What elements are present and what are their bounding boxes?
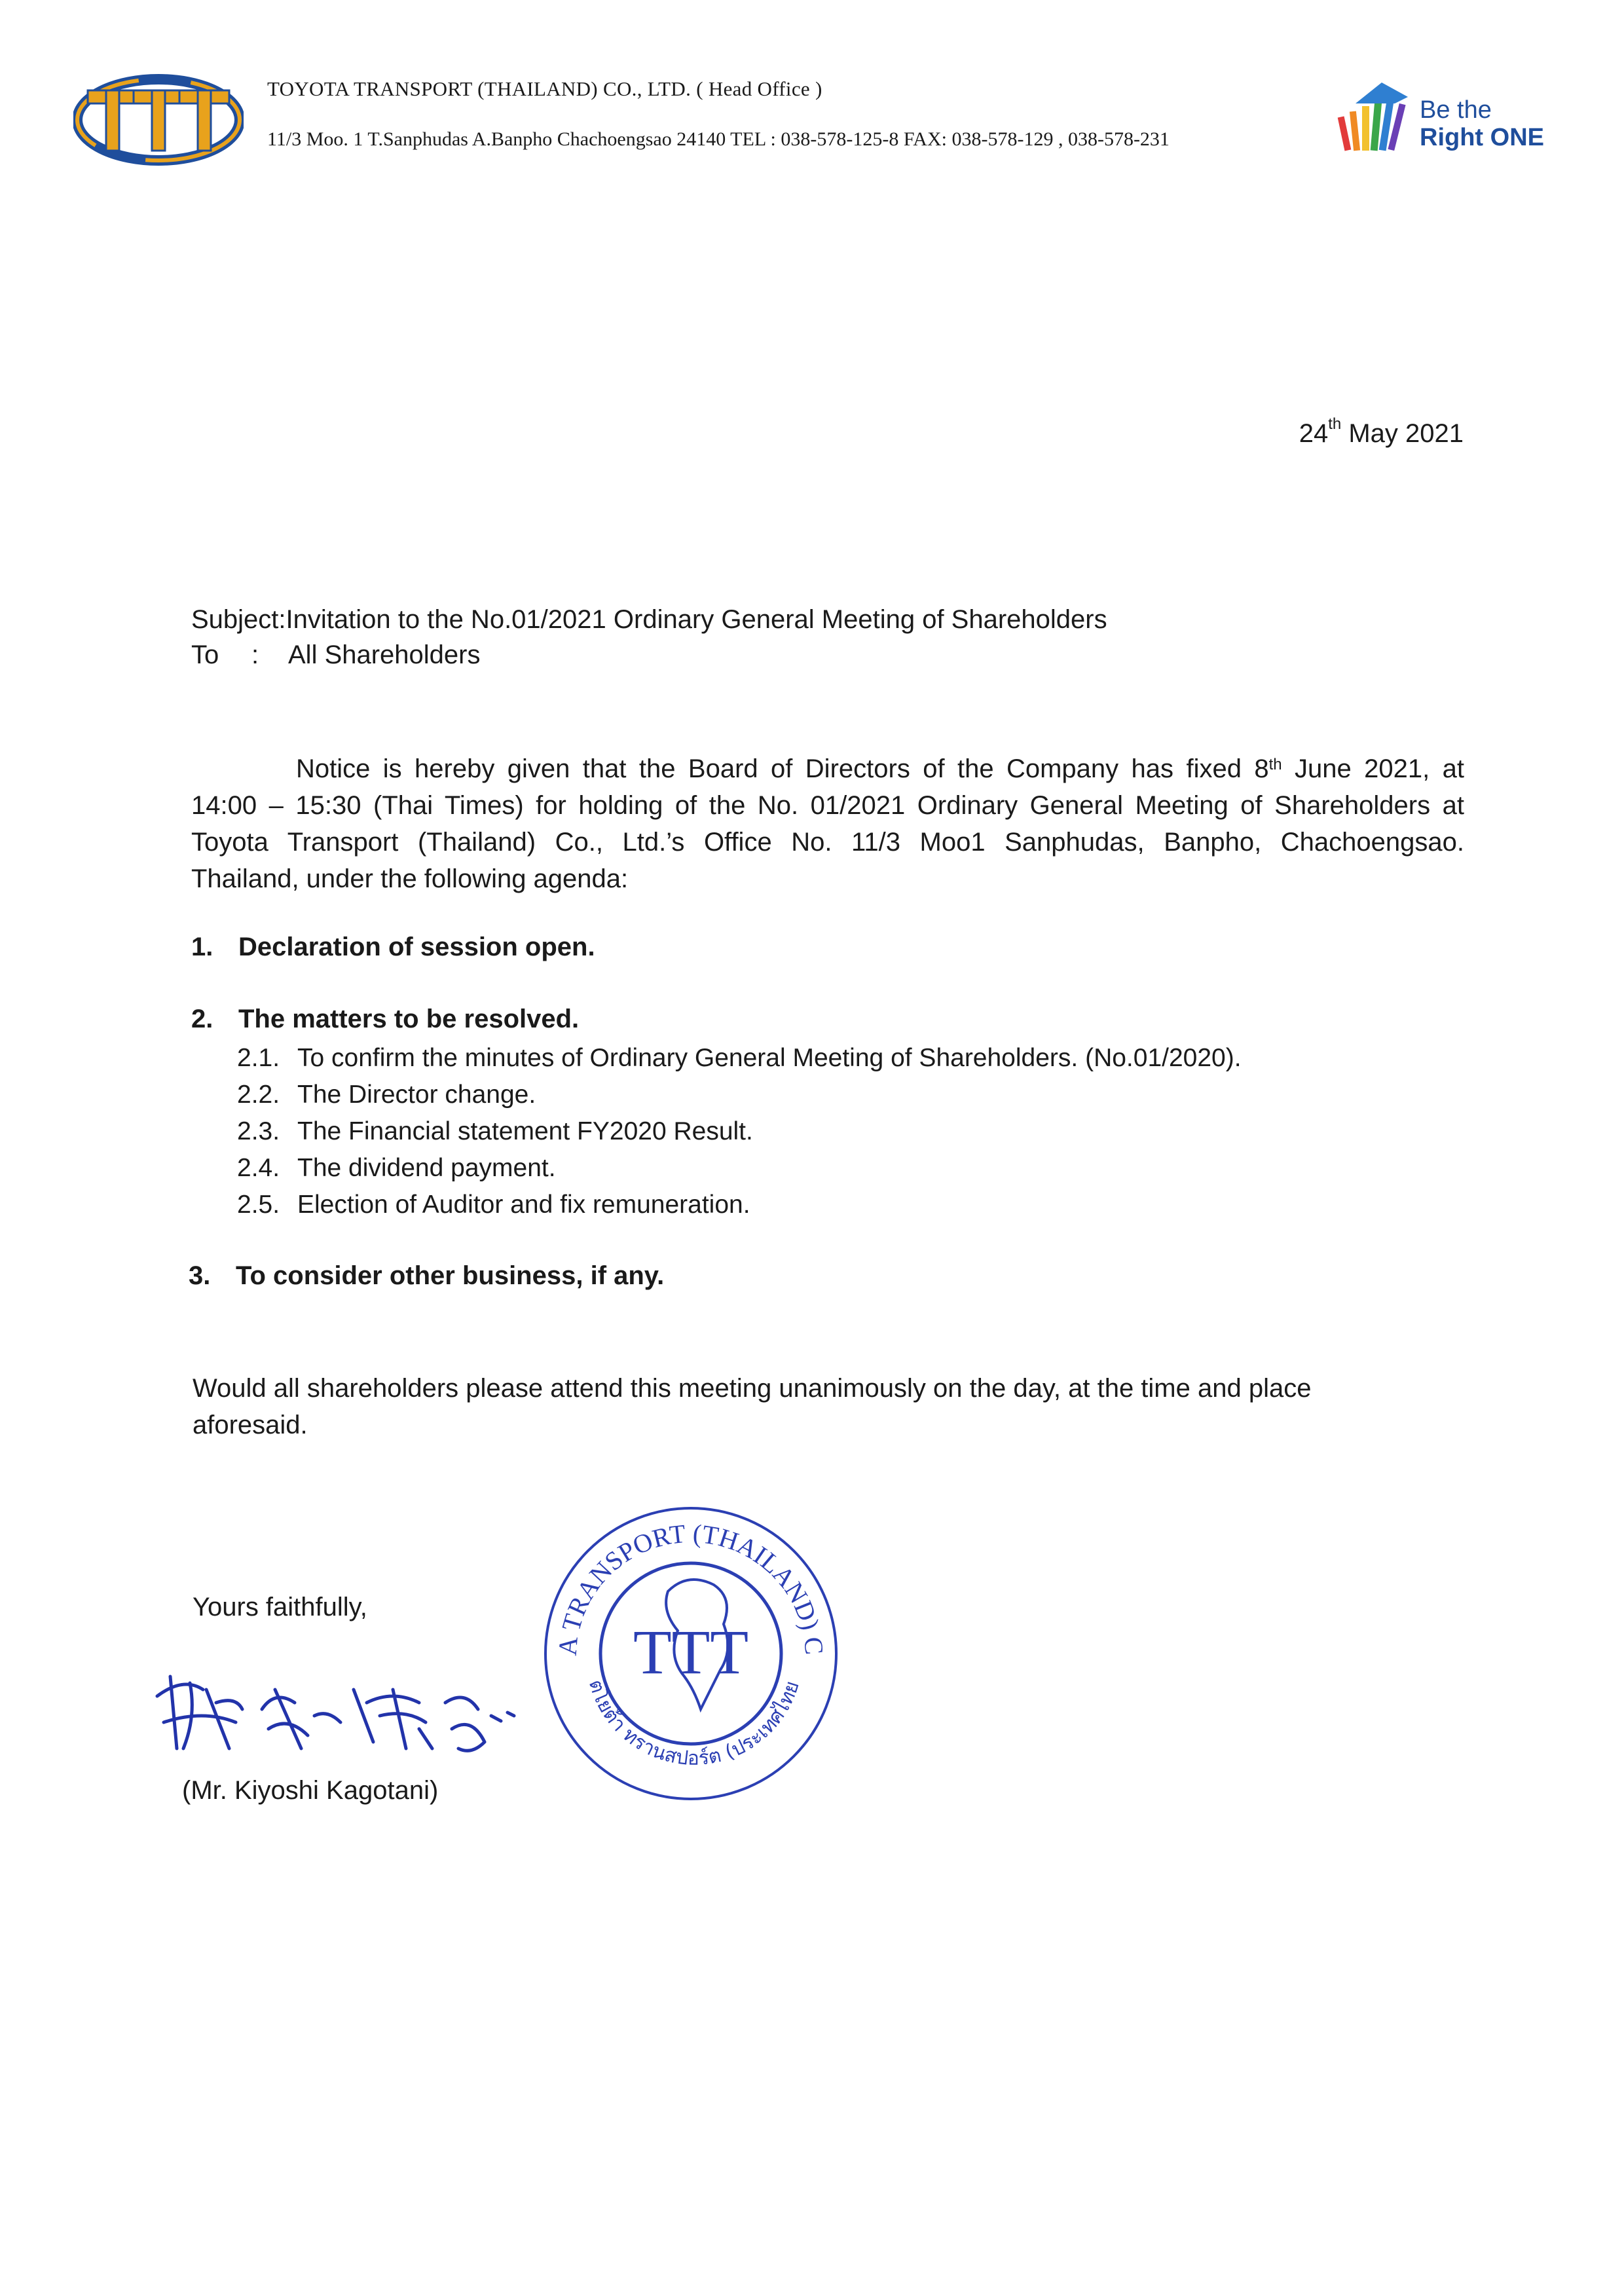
to-colon: : [251, 640, 259, 669]
agenda-sub-item [237, 1081, 536, 1109]
sub-item-number: 2.5. [237, 1191, 280, 1219]
brand-line-1: Be the [1420, 96, 1492, 124]
agenda-sub-item [237, 1154, 556, 1183]
agenda-title: Declaration of session open. [238, 933, 595, 961]
notice-line-2: 14:00 – 15:30 (Thai Times) for holding of the No. 01/2021 Ordinary General Meeting of Shareholders at [191, 791, 1464, 820]
sub-item-number: 2.1. [237, 1044, 280, 1072]
notice-line-1-end: June 2021, at [1282, 754, 1464, 783]
sub-item-number: 2.2. [237, 1081, 280, 1109]
date-day: 24 [1299, 419, 1329, 448]
agenda-number: 3. [189, 1261, 211, 1290]
date-month-year: May 2021 [1341, 419, 1464, 448]
valediction: Yours faithfully, [193, 1593, 367, 1621]
seal-english-text: A TRANSPORT (THAILAND) C [552, 1518, 830, 1657]
letter-date [1299, 415, 1464, 449]
seal-center-text: TTT [633, 1617, 748, 1687]
agenda-title: To consider other business, if any. [236, 1261, 665, 1290]
brand-line-2: Right ONE [1420, 124, 1544, 151]
subject-line: Subject:Invitation to the No.01/2021 Ordinary General Meeting of Shareholders [191, 605, 1107, 634]
notice-line-1 [191, 750, 1464, 787]
date-suffix: th [1328, 415, 1342, 433]
agenda-number: 2. [191, 1005, 213, 1033]
recipient-line [191, 640, 481, 670]
signer-name: (Mr. Kiyoshi Kagotani) [182, 1776, 439, 1805]
agenda-item-2 [191, 1005, 579, 1034]
sub-item-text: To confirm the minutes of Ordinary General Meeting of Shareholders. (No.01/2020). [297, 1044, 1242, 1072]
to-value: All Shareholders [288, 640, 481, 669]
closing-line-1: Would all shareholders please attend this meeting unanimously on the day, at the time and place [193, 1374, 1312, 1403]
sub-item-number: 2.4. [237, 1154, 280, 1182]
notice-line-4: Thailand, under the following agenda: [191, 864, 629, 893]
closing-line-2: aforesaid. [193, 1411, 308, 1439]
sub-item-text: Election of Auditor and fix remuneration. [297, 1191, 750, 1219]
sub-item-text: The dividend payment. [297, 1154, 556, 1182]
agenda-sub-item [237, 1117, 753, 1146]
company-name: TOYOTA TRANSPORT (THAILAND) CO., LTD. ( Head Office ) [267, 77, 822, 100]
notice-line-3: Toyota Transport (Thailand) Co., Ltd.’s Office No. 11/3 Moo1 Sanphudas, Banpho, Chachoengsao. [191, 828, 1464, 857]
sub-item-number: 2.3. [237, 1117, 280, 1145]
agenda-item-1 [191, 933, 595, 962]
company-seal [537, 1493, 845, 1807]
agenda-sub-item [237, 1191, 750, 1219]
handwritten-signature [144, 1650, 524, 1768]
company-address: 11/3 Moo. 1 T.Sanphudas A.Banpho Chachoengsao 24140 TEL : 038-578-125-8 FAX: 038-578-129 , 038-578-231 [267, 128, 1170, 150]
notice-line-1-sup: th [1268, 756, 1282, 773]
seal-thai-text: ตโยต้า ทรานสปอร์ต (ประเทศไทย [583, 1676, 804, 1770]
closing-paragraph [193, 1370, 1437, 1443]
notice-paragraph [191, 750, 1464, 897]
sub-item-text: The Financial statement FY2020 Result. [297, 1117, 753, 1145]
agenda-title: The matters to be resolved. [238, 1005, 580, 1033]
agenda-sub-item [237, 1044, 1242, 1073]
to-label: To [191, 640, 219, 669]
notice-line-1-text: Notice is hereby given that the Board of Directors of the Company has fixed 8 [296, 754, 1269, 783]
agenda-number: 1. [191, 933, 213, 961]
be-the-right-one-logo [1336, 77, 1559, 162]
company-logo [73, 71, 244, 169]
agenda-item-3 [189, 1261, 664, 1291]
sub-item-text: The Director change. [297, 1081, 536, 1109]
